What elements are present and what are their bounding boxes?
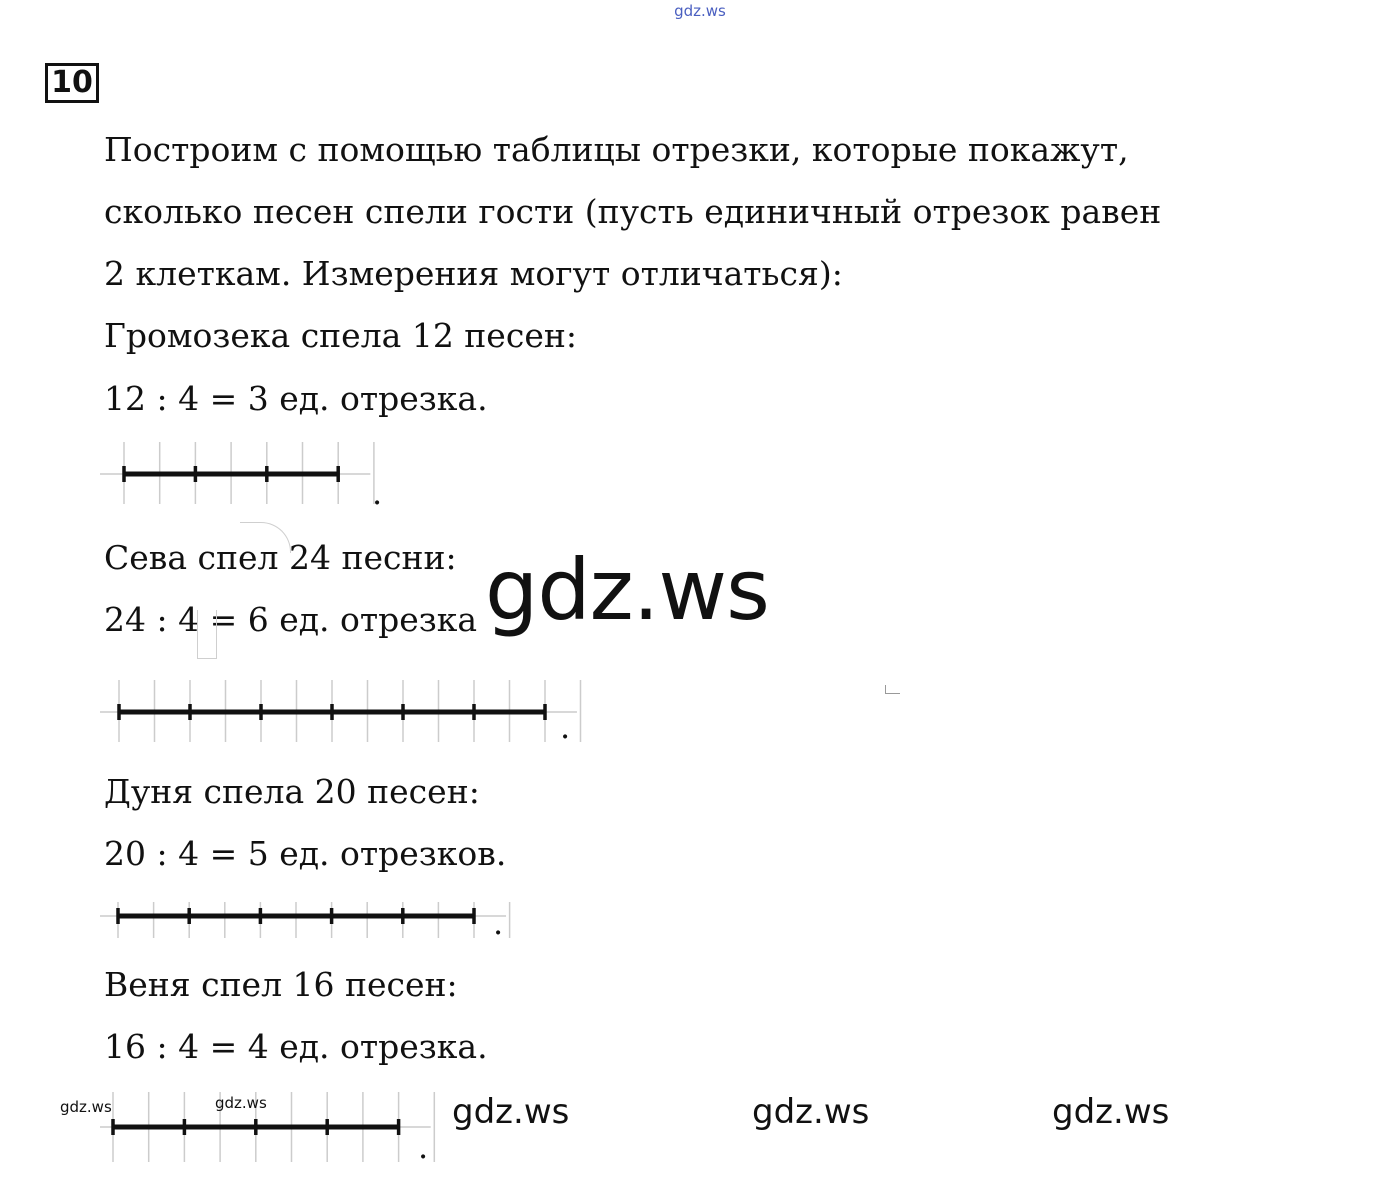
statement-dunya: Дуня спела 20 песен:: [104, 772, 480, 811]
watermark-small-2: gdz.ws: [215, 1094, 267, 1112]
segment-gromozeka: [100, 438, 390, 510]
watermark-small-1: gdz.ws: [60, 1098, 112, 1116]
watermark-bottom-3: gdz.ws: [1052, 1092, 1170, 1132]
equation-seva: 24 : 4 = 6 ед. отрезка: [104, 600, 478, 639]
ghost-mark-1: [197, 610, 217, 659]
equation-gromozeka: 12 : 4 = 3 ед. отрезка.: [104, 379, 488, 418]
statement-venya: Веня спел 16 песен:: [104, 965, 458, 1004]
equation-venya: 16 : 4 = 4 ед. отрезка.: [104, 1027, 488, 1066]
watermark-bottom-1: gdz.ws: [452, 1092, 570, 1132]
statement-seva: Сева спел 24 песни:: [104, 538, 457, 577]
watermark-center: gdz.ws: [485, 541, 769, 639]
intro-line-2: сколько песен спели гости (пусть единичный отрезок равен: [104, 192, 1162, 231]
task-number-box: 10: [45, 63, 99, 103]
ghost-mark-3: [885, 685, 900, 694]
intro-line-3: 2 клеткам. Измерения могут отличаться):: [104, 254, 843, 293]
watermark-bottom-2: gdz.ws: [752, 1092, 870, 1132]
segment-period: .: [372, 474, 383, 512]
segment-venya: [100, 1088, 440, 1168]
segment-seva: [100, 676, 580, 748]
intro-line-1: Построим с помощью таблицы отрезки, которые покажут,: [104, 130, 1129, 169]
segment-period: .: [418, 1128, 429, 1166]
ghost-mark-2: [240, 522, 291, 553]
equation-dunya: 20 : 4 = 5 ед. отрезков.: [104, 834, 507, 873]
segment-period: .: [493, 904, 504, 942]
segment-period: .: [560, 708, 571, 746]
segment-dunya: [100, 896, 520, 946]
statement-gromozeka: Громозека спела 12 песен:: [104, 316, 577, 355]
watermark-top: gdz.ws: [674, 2, 726, 20]
